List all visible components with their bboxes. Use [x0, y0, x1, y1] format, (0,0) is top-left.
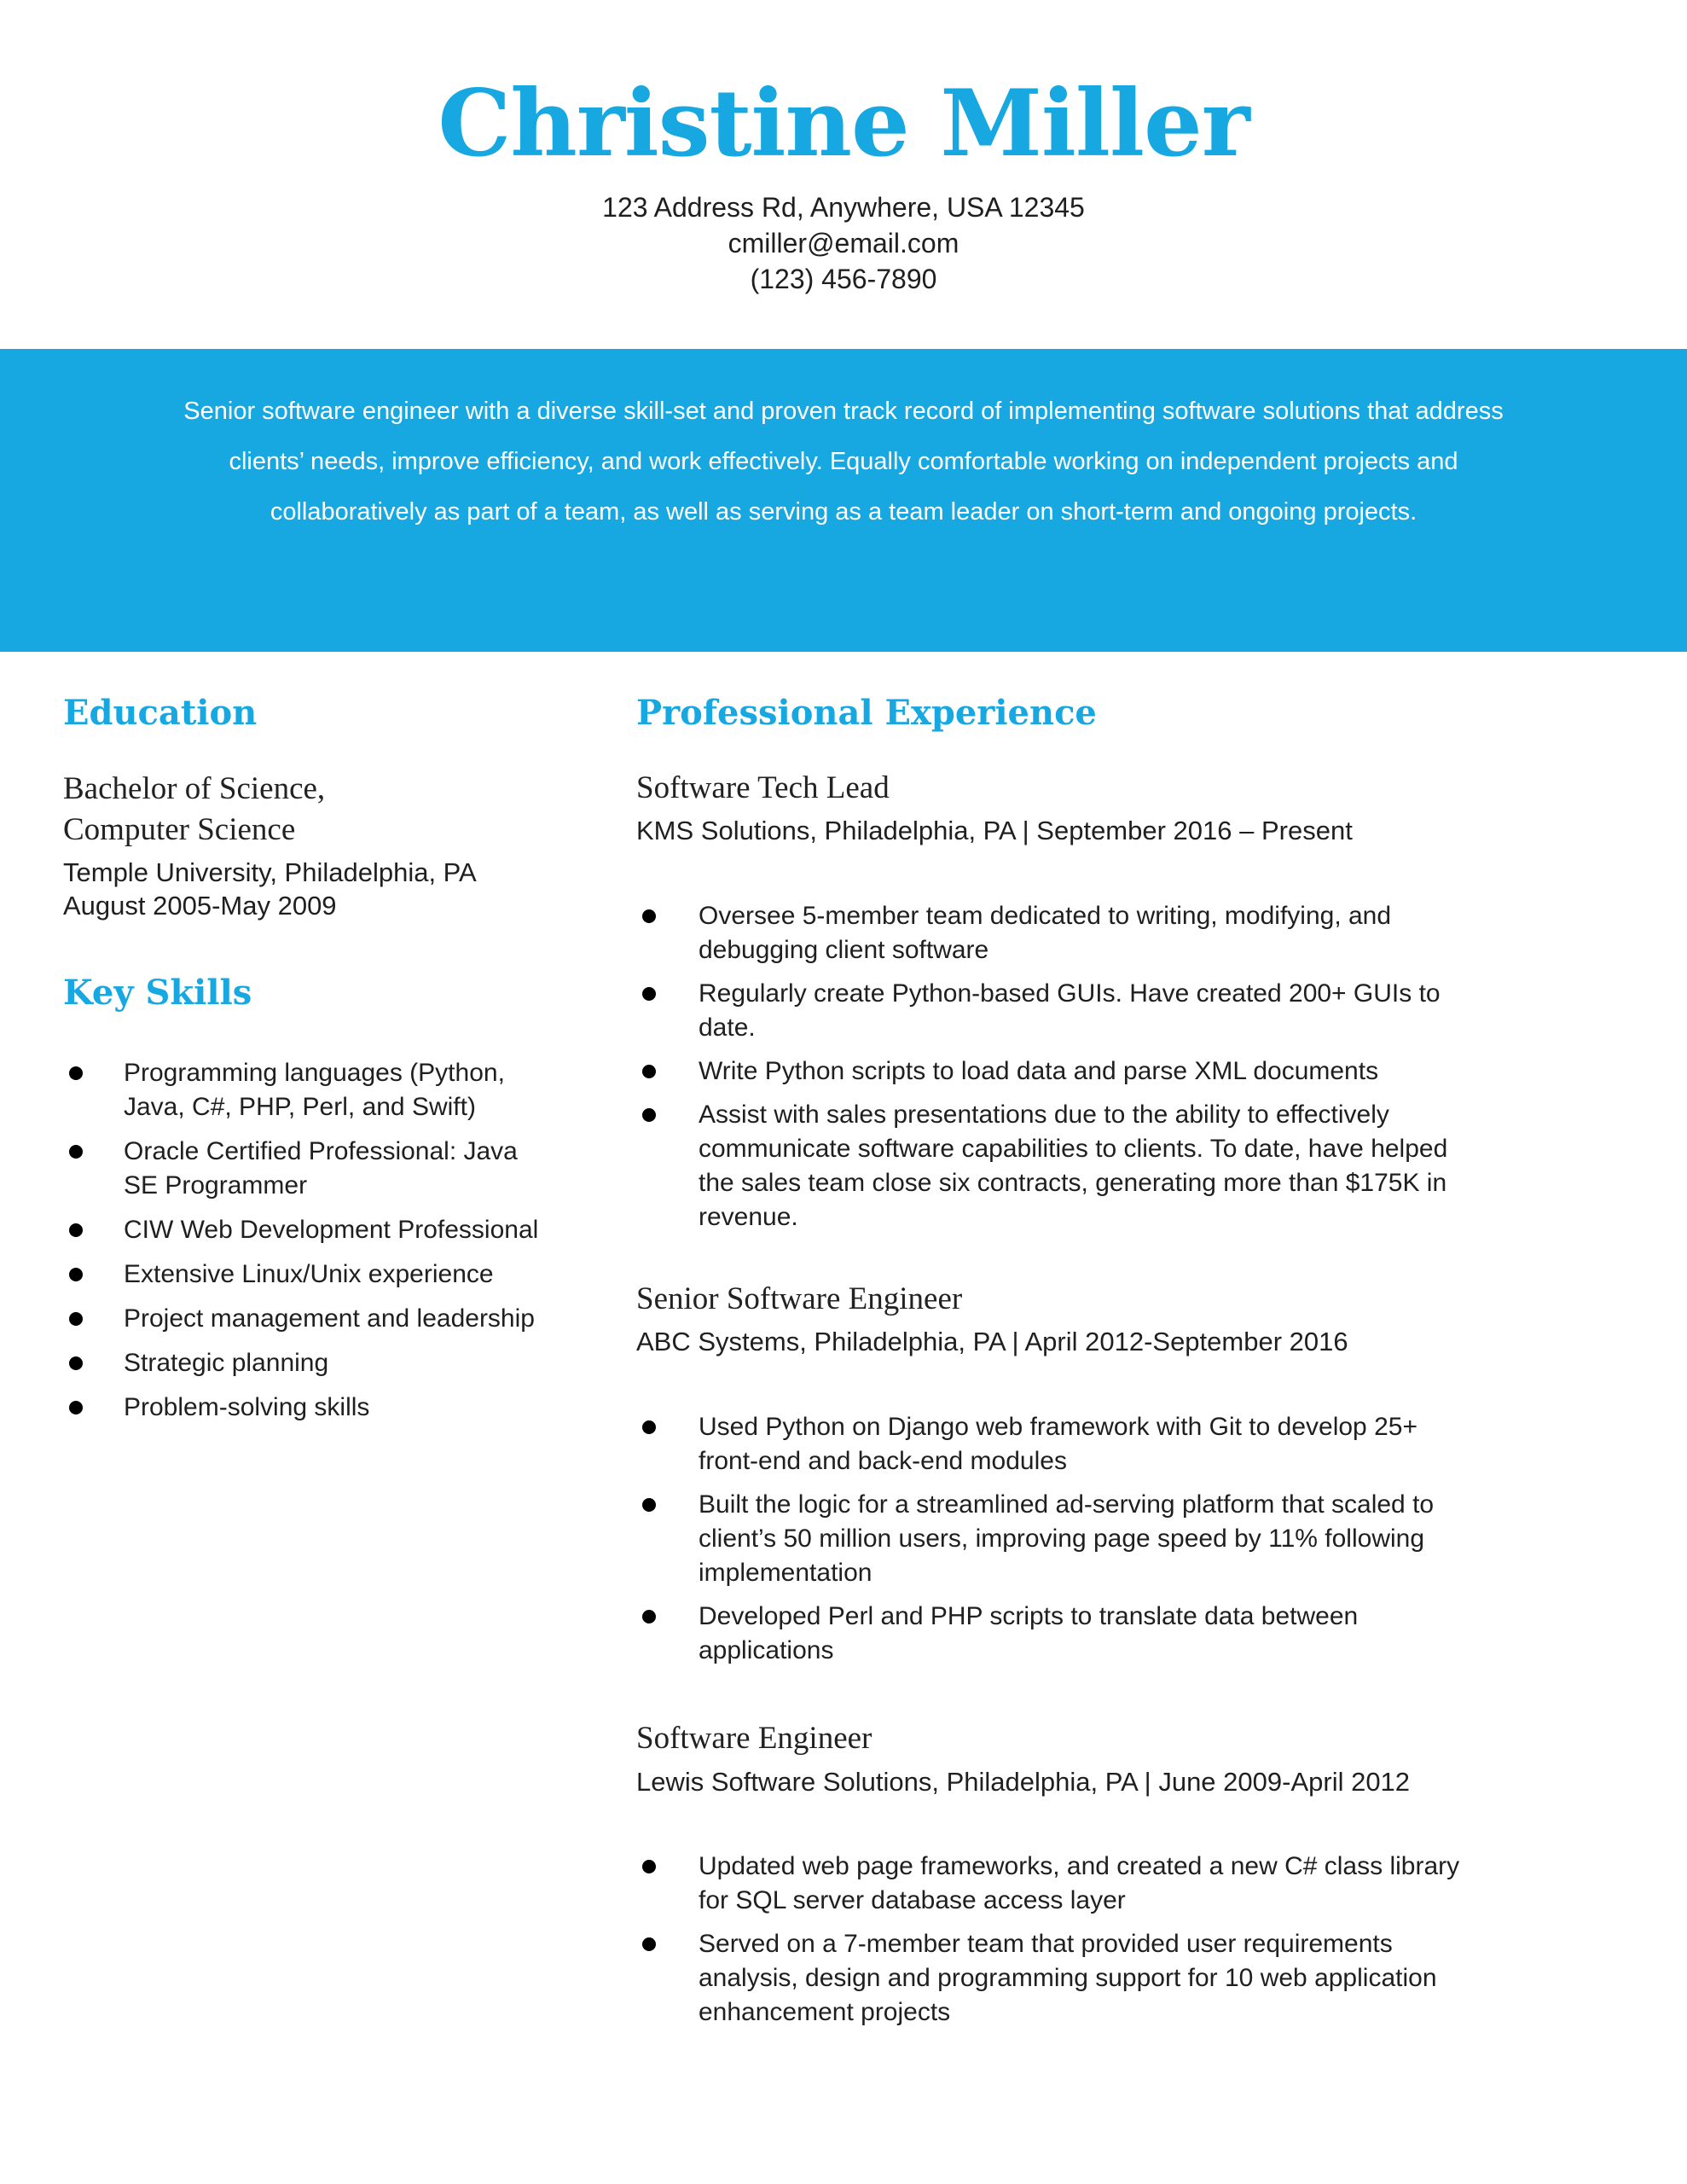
bullet-icon — [642, 1108, 656, 1122]
skill-item: Extensive Linux/Unix experience — [63, 1258, 549, 1292]
candidate-name: Christine Miller — [438, 70, 1249, 177]
job-bullet: Updated web page frameworks, and created a new C# class library for SQL server database access layer — [636, 1850, 1472, 1918]
skill-item: Oracle Certified Professional: Java SE Programmer — [63, 1135, 549, 1203]
skill-item: Problem-solving skills — [63, 1391, 549, 1425]
degree-line-2: Computer Science — [63, 812, 296, 847]
bullet-icon — [642, 1420, 656, 1434]
skill-item: Programming languages (Python, Java, C#, PHP, Perl, and Swift) — [63, 1056, 549, 1124]
education-heading: Education — [63, 693, 258, 733]
bullet-icon — [69, 1356, 83, 1370]
bullet-icon — [69, 1223, 83, 1237]
job-bullet: Oversee 5-member team dedicated to writing, modifying, and debugging client software — [636, 899, 1472, 967]
skill-item: Strategic planning — [63, 1346, 549, 1380]
job-meta: Lewis Software Solutions, Philadelphia, PA | June 2009-April 2012 — [636, 1767, 1411, 1797]
bullet-icon — [642, 909, 656, 923]
job-bullets — [636, 1850, 1472, 2039]
bullet-icon — [69, 1145, 83, 1159]
job-bullet: Used Python on Django web framework with Git to develop 25+ front-end and back-end modules — [636, 1410, 1472, 1478]
experience-heading: Professional Experience — [636, 693, 1097, 733]
degree-line-1: Bachelor of Science, — [63, 771, 326, 806]
bullet-icon — [642, 1860, 656, 1873]
contact-email: cmiller@email.com — [728, 228, 959, 258]
contact-address: 123 Address Rd, Anywhere, USA 12345 — [602, 192, 1085, 223]
job-bullet: Served on a 7-member team that provided user requirements analysis, design and programming support for 10 web application enhancement projects — [636, 1927, 1472, 2030]
contact-phone: (123) 456-7890 — [750, 264, 937, 294]
bullet-icon — [642, 1065, 656, 1078]
skill-item: Project management and leadership — [63, 1302, 549, 1336]
bullet-icon — [69, 1268, 83, 1281]
bullet-icon — [69, 1401, 83, 1414]
summary-band — [0, 349, 1687, 652]
bullet-icon — [642, 1937, 656, 1951]
job-bullet: Regularly create Python-based GUIs. Have created 200+ GUIs to date. — [636, 977, 1472, 1045]
job-bullets — [636, 899, 1472, 1244]
job-bullets — [636, 1410, 1472, 1677]
bullet-icon — [69, 1312, 83, 1326]
summary-text: Senior software engineer with a diverse skill-set and proven track record of implementing software solutions that address clients’ needs, improve efficiency, and work effectively. Equally comfortable working on independent projects and collaboratively as part of a team, as well as serving as a team leader on short-term and ongoing projects. — [183, 398, 1504, 526]
bullet-icon — [642, 1498, 656, 1512]
job-bullet: Developed Perl and PHP scripts to translate data between applications — [636, 1600, 1472, 1668]
job-meta: ABC Systems, Philadelphia, PA | April 2012-September 2016 — [636, 1327, 1348, 1356]
skill-item: CIW Web Development Professional — [63, 1213, 549, 1247]
job-title: Senior Software Engineer — [636, 1281, 963, 1316]
education-dates: August 2005-May 2009 — [63, 891, 337, 921]
bullet-icon — [642, 987, 656, 1001]
job-bullet: Built the logic for a streamlined ad-serving platform that scaled to client’s 50 million users, improving page speed by 11% following implementation — [636, 1488, 1472, 1590]
bullet-icon — [69, 1066, 83, 1080]
job-title: Software Tech Lead — [636, 770, 890, 805]
job-meta: KMS Solutions, Philadelphia, PA | September 2016 – Present — [636, 816, 1353, 845]
job-bullet: Write Python scripts to load data and parse XML documents — [636, 1054, 1472, 1089]
school-name: Temple University, Philadelphia, PA — [63, 857, 477, 887]
skills-list — [63, 1056, 549, 1435]
bullet-icon — [642, 1610, 656, 1623]
job-bullet: Assist with sales presentations due to the ability to effectively communicate software capabilities to clients. To date, have helped the sales team close six contracts, generating more than $175K in revenue. — [636, 1098, 1472, 1234]
skills-heading: Key Skills — [63, 973, 252, 1013]
job-title: Software Engineer — [636, 1721, 872, 1756]
